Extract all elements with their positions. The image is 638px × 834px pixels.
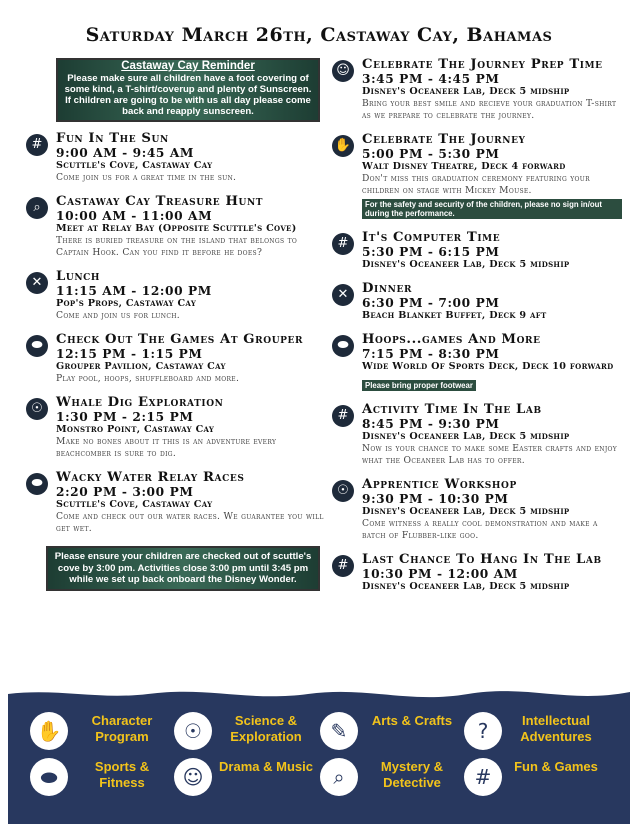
football-icon: ⬬ <box>26 473 48 495</box>
event-time: 3:45 PM - 4:45 PM <box>362 72 500 86</box>
event-time: 10:30 PM - 12:00 AM <box>362 567 518 581</box>
fork-knife-icon: ✕ <box>332 284 354 306</box>
event-time: 9:00 AM - 9:45 AM <box>56 146 195 160</box>
event-time: 12:15 PM - 1:15 PM <box>56 347 203 361</box>
event-item <box>26 270 326 322</box>
legend-label: Arts & Crafts <box>371 713 453 728</box>
event-time: 2:20 PM - 3:00 PM <box>56 485 194 499</box>
palette-icon: ✎ <box>320 712 358 750</box>
event-item <box>332 133 622 220</box>
character-glove-icon: ✋ <box>30 712 68 750</box>
planet-icon: ☉ <box>174 712 212 750</box>
legend-label: Sports & Fitness <box>94 759 150 790</box>
legend-label: Drama & Music <box>219 759 313 774</box>
event-item <box>332 553 622 593</box>
legend-label: Science & Exploration <box>230 713 302 744</box>
legend-item <box>30 712 180 752</box>
planet-icon: ☉ <box>332 480 354 502</box>
event-time: 5:00 PM - 5:30 PM <box>362 147 500 161</box>
event-item <box>332 478 622 542</box>
event-time: 8:45 PM - 9:30 PM <box>362 417 500 431</box>
event-item <box>26 471 326 535</box>
event-item <box>332 231 622 271</box>
event-location: Grouper Pavilion, Castaway Cay <box>56 361 226 372</box>
legend-label: Fun & Games <box>514 759 598 774</box>
event-item <box>332 282 622 322</box>
reminder-text: Please make sure all children have a foot covering of some kind, a T-shirt/coverup and plenty of Sunscreen. If children are going to be with us all day please come back and reapply sunscreen. <box>64 73 312 117</box>
event-item <box>332 58 622 122</box>
football-icon: ⬬ <box>26 335 48 357</box>
event-description: Now is your chance to make some Easter crafts and enjoy what the Oceaneer Lab has to offer. <box>362 443 618 466</box>
event-location: Disney's Oceaneer Lab, Deck 5 midship <box>362 581 570 592</box>
event-title: It's Computer Time <box>362 230 501 245</box>
character-glove-icon: ✋ <box>332 135 354 157</box>
football-icon: ⬬ <box>30 758 68 796</box>
event-description: Come witness a really cool demonstration and make a batch of Flubber-like goo. <box>362 518 598 541</box>
event-item <box>26 132 326 184</box>
fork-knife-icon: ✕ <box>26 272 48 294</box>
planet-icon: ☉ <box>26 398 48 420</box>
checkout-notice: Please ensure your children are checked out of scuttle's cove by 3:00 pm. Activities close 3:00 pm until 3:45 pm while we set up back onboard the Disney Wonder. <box>46 546 320 591</box>
event-note: Please bring proper footwear <box>362 380 476 391</box>
event-description: Play pool, hoops, shuffleboard and more. <box>56 373 240 384</box>
event-title: Activity Time In The Lab <box>362 402 542 417</box>
wave-decoration <box>8 682 630 706</box>
event-time: 9:30 PM - 10:30 PM <box>362 492 509 506</box>
event-item <box>26 396 326 460</box>
event-title: Whale Dig Exploration <box>56 395 224 410</box>
football-icon: ⬬ <box>332 335 354 357</box>
event-location: Beach Blanket Buffet, Deck 9 aft <box>362 310 547 321</box>
drama-masks-icon: ☺ <box>332 60 354 82</box>
event-description: Bring your best smile and recieve your graduation T-shirt as we prepare to celebrate the journey. <box>362 98 617 121</box>
event-title: Dinner <box>362 281 413 296</box>
event-location: Disney's Oceaneer Lab, Deck 5 midship <box>362 506 570 517</box>
event-title: Lunch <box>56 269 101 284</box>
event-description: Come join us for a great time in the sun. <box>56 172 237 183</box>
legend-label: Mystery & Detective <box>380 759 444 790</box>
event-time: 5:30 PM - 6:15 PM <box>362 245 500 259</box>
legend-item <box>464 758 614 798</box>
magnifier-icon: ⌕ <box>26 197 48 219</box>
event-time: 7:15 PM - 8:30 PM <box>362 347 500 361</box>
legend-item <box>30 758 180 798</box>
reminder-heading: Castaway Cay Reminder <box>121 60 255 72</box>
event-time: 10:00 AM - 11:00 AM <box>56 209 213 223</box>
tic-tac-toe-icon: # <box>332 233 354 255</box>
event-location: Disney's Oceaneer Lab, Deck 5 midship <box>362 259 570 270</box>
legend-item <box>320 758 470 798</box>
event-location: Monstro Point, Castaway Cay <box>56 424 215 435</box>
drama-masks-icon: ☺ <box>174 758 212 796</box>
event-location: Disney's Oceaneer Lab, Deck 5 midship <box>362 86 570 97</box>
reminder-box <box>56 58 320 122</box>
event-location: Pop's Props, Castaway Cay <box>56 298 197 309</box>
event-title: Castaway Cay Treasure Hunt <box>56 194 264 209</box>
event-location: Disney's Oceaneer Lab, Deck 5 midship <box>362 431 570 442</box>
event-location: Wide World Of Sports Deck, Deck 10 forward <box>362 361 614 372</box>
event-note: For the safety and security of the children, please no sign in/out during the performance. <box>362 199 622 219</box>
magnifier-icon: ⌕ <box>320 758 358 796</box>
event-location: Scuttle's Cove, Castaway Cay <box>56 499 213 510</box>
tic-tac-toe-icon: # <box>332 555 354 577</box>
event-title: Celebrate The Journey <box>362 132 526 147</box>
event-location: Scuttle's Cove, Castaway Cay <box>56 160 213 171</box>
tic-tac-toe-icon: # <box>332 405 354 427</box>
legend-item <box>174 758 324 798</box>
tic-tac-toe-icon: # <box>464 758 502 796</box>
legend-label: Intellectual Adventures <box>520 713 592 744</box>
event-description: There is buried treasure on the island that belongs to Captain Hook. Can you find it before he does? <box>56 235 298 258</box>
event-item <box>332 333 622 392</box>
event-location: Walt Disney Theatre, Deck 4 forward <box>362 161 566 172</box>
event-title: Last Chance To Hang In The Lab <box>362 552 602 567</box>
event-time: 11:15 AM - 12:00 PM <box>56 284 212 298</box>
event-time: 1:30 PM - 2:15 PM <box>56 410 194 424</box>
event-description: Don't miss this graduation ceremony featuring your children on stage with Mickey Mouse. <box>362 173 590 196</box>
event-item <box>26 195 326 259</box>
question-mark-icon: ? <box>464 712 502 750</box>
event-title: Celebrate The Journey Prep Time <box>362 57 603 72</box>
event-item <box>26 333 326 385</box>
page-title: Saturday March 26th, Castaway Cay, Bahamas <box>85 24 553 46</box>
event-title: Wacky Water Relay Races <box>56 470 245 485</box>
event-description: Make no bones about it this is an adventure every beachcomber is sure to dig. <box>56 436 277 459</box>
legend-item <box>174 712 324 752</box>
tic-tac-toe-icon: # <box>26 134 48 156</box>
event-item <box>332 403 622 467</box>
left-column <box>26 58 326 591</box>
legend-item <box>464 712 614 752</box>
event-title: Hoops...games And More <box>362 332 541 347</box>
event-title: Apprentice Workshop <box>362 477 517 492</box>
left-event-list <box>26 132 326 535</box>
event-time: 6:30 PM - 7:00 PM <box>362 296 500 310</box>
event-title: Check Out The Games At Grouper <box>56 332 304 347</box>
event-description: Come and check out our water races. We guarantee you will get wet. <box>56 511 324 534</box>
legend-item <box>320 712 470 752</box>
legend-label: Character Program <box>91 713 153 744</box>
right-event-list <box>332 58 622 604</box>
event-description: Come and join us for lunch. <box>56 310 180 321</box>
event-title: Fun In The Sun <box>56 131 169 146</box>
event-location: Meet at Relay Bay (Opposite Scuttle's Cove) <box>56 223 297 234</box>
activity-legend-footer <box>8 682 630 824</box>
